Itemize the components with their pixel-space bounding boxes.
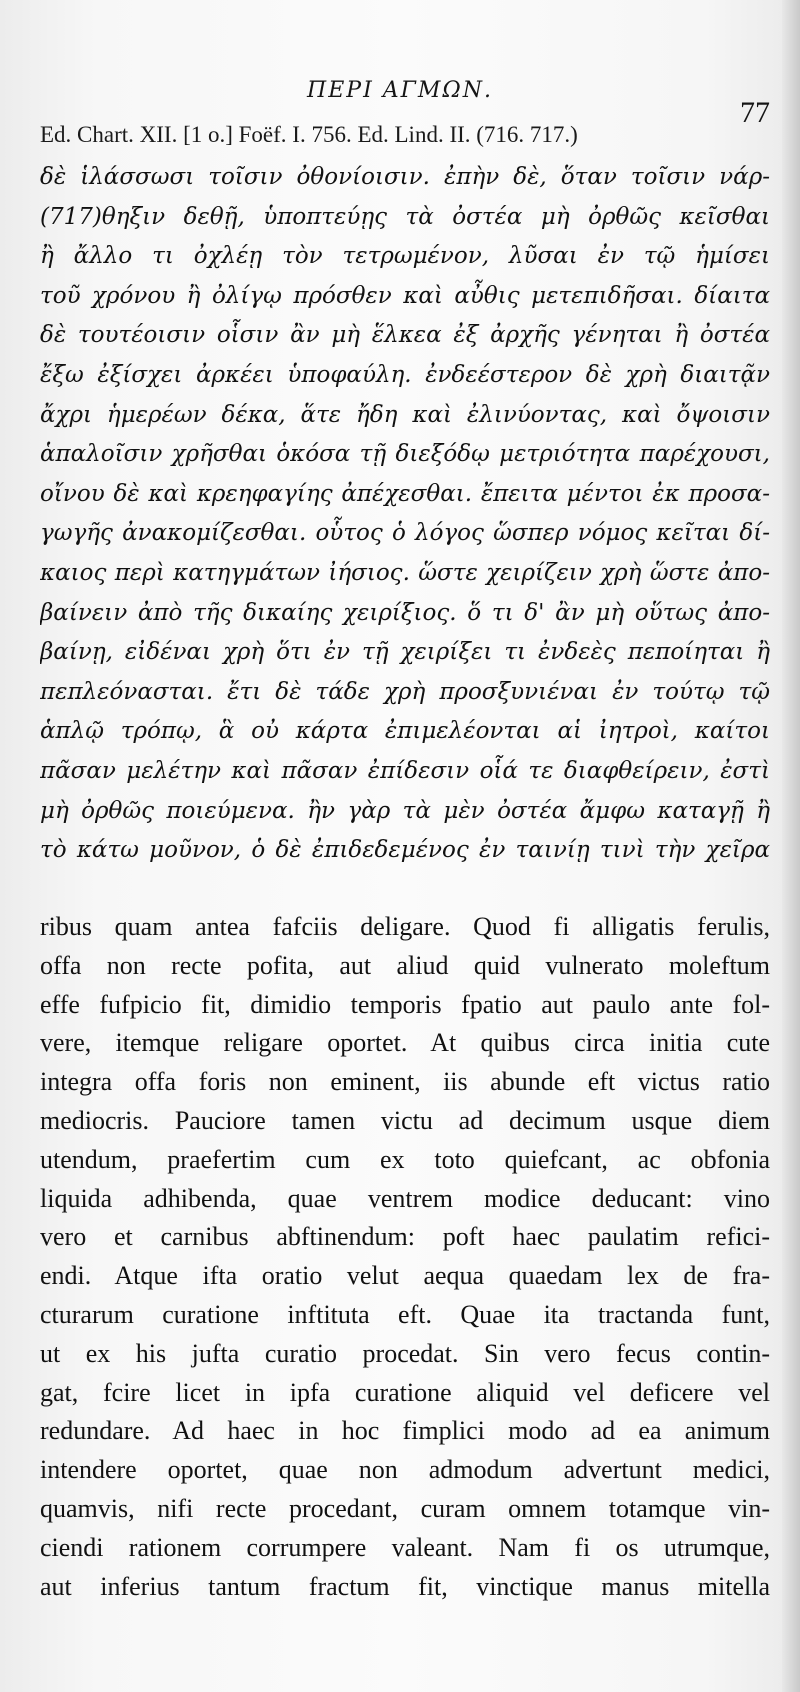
greek-line: καιος περὶ κατηγμάτων ἰήσιος. ὥστε χειρίζειν χρὴ ὥστε ἀπο- (40, 559, 770, 586)
greek-line: πεπλεόνασται. ἔτι δὲ τάδε χρὴ προσξυνιέναι ἐν τούτῳ τῷ (40, 678, 770, 705)
latin-line: effe fufpicio fit, dimidio temporis fpatio aut paulo ante fol- (40, 989, 770, 1019)
latin-line: utendum, praefertim cum ex toto quiefcant, ac obfonia (40, 1144, 770, 1174)
greek-line: βαίνειν ἀπὸ τῆς δικαίης χειρίξιος. ὅ τι δ' ἂν μὴ οὕτως ἀπο- (40, 599, 770, 626)
latin-text-block (40, 908, 770, 1606)
latin-line: quamvis, nifi recte procedant, curam omnem totamque vin- (40, 1493, 770, 1523)
latin-line: intendere oportet, quae non admodum advertunt medici, (40, 1455, 770, 1485)
greek-line: γωγῆς ἀνακομίζεσθαι. οὗτος ὁ λόγος ὥσπερ νόμος κεῖται δί- (40, 520, 770, 547)
latin-line: offa non recte pofita, aut aliud quid vulnerato moleftum (40, 950, 770, 980)
greek-line: ἄχρι ἡμερέων δέκα, ἅτε ἤδη καὶ ἐλινύοντας, καὶ ὄψοισιν (40, 401, 770, 428)
greek-line: ἁπαλοῖσιν χρῆσθαι ὁκόσα τῇ διεξόδῳ μετριότητα παρέχουσι, (40, 441, 770, 468)
greek-line: ἢ ἄλλο τι ὀχλέῃ τὸν τετρωμένον, λῦσαι ἐν τῷ ἡμίσει (40, 243, 770, 270)
greek-line: οἴνου δὲ καὶ κρεηφαγίης ἀπέχεσθαι. ἔπειτα μέντοι ἐκ προσα- (40, 480, 770, 507)
latin-line: liquida adhibenda, quae ventrem modice deducant: vino (40, 1183, 770, 1213)
latin-line: cturarum curatione inftituta eft. Quae ita tractanda funt, (40, 1299, 770, 1329)
latin-line: vero et carnibus abftinendum: poft haec paulatim refici- (40, 1222, 770, 1252)
latin-line: ciendi rationem corrumpere valeant. Nam fi os utrumque, (40, 1532, 770, 1562)
greek-line: δὲ ἱλάσσωσι τοῖσιν ὀθονίοισιν. ἐπὴν δὲ, ὅταν τοῖσιν νάρ- (40, 164, 770, 190)
page-gutter-shadow (782, 0, 800, 1692)
latin-line: mediocris. Pauciore tamen victu ad decimum usque diem (40, 1105, 770, 1135)
greek-line: τοῦ χρόνου ἢ ὀλίγῳ πρόσθεν καὶ αὖθις μετεπιδῆσαι. δίαιτα (40, 282, 770, 309)
greek-line: πᾶσαν μελέτην καὶ πᾶσαν ἐπίδεσιν οἷά τε διαφθείρειν, ἐστὶ (40, 757, 770, 784)
greek-line: ἔξω ἐξίσχει ἀρκέει ὑποφαύλη. ἐνδεέστερον δὲ χρὴ διαιτᾷν (40, 361, 770, 388)
latin-line: vere, itemque religare oportet. At quibus circa initia cute (40, 1028, 770, 1058)
latin-line: gat, fcire licet in ipfa curatione aliquid vel deficere vel (40, 1377, 770, 1407)
latin-line: aut inferius tantum fractum fit, vinctique manus mitella (40, 1571, 770, 1601)
greek-line: βαίνῃ, εἰδέναι χρὴ ὅτι ἐν τῇ χειρίξει τι ἐνδεὲς πεποίηται ἢ (40, 639, 770, 666)
latin-line: ribus quam antea fafciis deligare. Quod fi alligatis ferulis, (40, 912, 770, 941)
latin-line: redundare. Ad haec in hoc fimplici modo ad ea animum (40, 1416, 770, 1446)
latin-line: integra offa foris non eminent, iis abunde eft victus ratio (40, 1067, 770, 1097)
greek-line: ἁπλῷ τρόπῳ, ἃ οὐ κάρτα ἐπιμελέονται αἱ ἰητροὶ, καίτοι (40, 718, 770, 745)
greek-line: μὴ ὀρθῶς ποιεύμενα. ἢν γὰρ τὰ μὲν ὀστέα ἄμφω καταγῇ ἢ (40, 797, 770, 824)
greek-line: (717)θηξιν δεθῇ, ὑποπτεύῃς τὰ ὀστέα μὴ ὀρθῶς κεῖσθαι (40, 203, 770, 230)
running-title: ΠΕΡΙ ΑΓΜΩΝ. (307, 78, 493, 103)
latin-line: ut ex his jufta curatio procedat. Sin vero fecus contin- (40, 1338, 770, 1368)
latin-line: endi. Atque ifta oratio velut aequa quaedam lex de fra- (40, 1261, 770, 1291)
edition-reference-line: Ed. Chart. XII. [1 o.] Foëf. I. 756. Ed. Lind. II. (716. 717.) (40, 122, 578, 147)
greek-text-block (40, 158, 770, 871)
greek-line: δὲ τουτέοισιν οἷσιν ἂν μὴ ἕλκεα ἐξ ἀρχῆς γένηται ἢ ὀστέα (40, 322, 770, 349)
page-number: 77 (740, 96, 770, 129)
greek-line: τὸ κάτω μοῦνον, ὁ δὲ ἐπιδεδεμένος ἐν ταινίῃ τινὶ τὴν χεῖρα (40, 837, 770, 864)
